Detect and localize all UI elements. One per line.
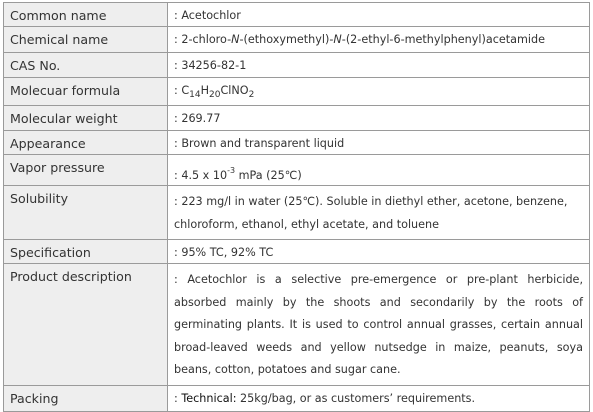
formula-clno: ClNO [220,84,249,97]
formula-c-count: 14 [189,90,201,100]
chemical-name-mid: -(ethoxymethyl)- [239,33,334,46]
row-value: : 34256-82-1 [168,53,590,78]
packing-prefix: : [174,392,182,405]
row-label: Vapor pressure [4,155,168,186]
product-spec-table [3,2,590,412]
row-label: Chemical name [4,27,168,53]
molecular-formula-value [168,78,590,106]
vapor-prefix: : 4.5 x 10 [174,169,228,182]
row-label: Molecular weight [4,106,168,131]
table-row [4,386,590,412]
row-value: : Brown and transparent liquid [168,131,590,155]
table-row [4,186,590,240]
vapor-pressure-value [168,155,590,186]
vapor-exponent: -3 [227,166,236,175]
table-row [4,3,590,27]
chemical-name-value [168,27,590,53]
chemical-name-n2: N [333,33,342,46]
row-label: Common name [4,3,168,27]
chemical-name-n1: N [231,33,240,46]
row-value: : 95% TC, 92% TC [168,240,590,264]
formula-o-count: 2 [248,90,255,100]
row-label: Appearance [4,131,168,155]
packing-value [168,386,590,412]
row-value: : Acetochlor [168,3,590,27]
row-label: Molecuar formula [4,78,168,106]
row-label: Packing [4,386,168,412]
row-value: : 269.77 [168,106,590,131]
table-row [4,131,590,155]
formula-h-count: 20 [209,90,221,100]
formula-c: : C [174,84,190,97]
table-row [4,106,590,131]
packing-suffix: 25kg/bag, or as customers’ requirements. [236,392,476,405]
table-row [4,27,590,53]
table-row [4,53,590,78]
chemical-name-prefix: : 2-chloro- [174,33,232,46]
table-row [4,155,590,186]
table-row [4,264,590,386]
row-label: CAS No. [4,53,168,78]
row-label: Specification [4,240,168,264]
row-label: Product description [4,264,168,386]
table-row [4,78,590,106]
packing-technical-label: Technical: [181,392,237,405]
row-label: Solubility [4,186,168,240]
table-row [4,240,590,264]
vapor-suffix: mPa (25℃) [235,169,302,182]
formula-h: H [200,84,210,97]
product-description-value: : Acetochlor is a selective pre-emergence or pre-plant herbicide, absorbed mainly by the shoots and secondarily by the roots of germinating plants. It is used to control annual grasses, certain annual broad-leaved weeds and yellow nutsedge in maize, peanuts, soya beans, cotton, potatoes and sugar cane. [168,264,590,386]
chemical-name-suffix: -(2-ethyl-6-methylphenyl)acetamide [341,33,545,46]
row-value: : 223 mg/l in water (25℃). Soluble in diethyl ether, acetone, benzene, chloroform, ethanol, ethyl acetate, and toluene [168,186,590,240]
